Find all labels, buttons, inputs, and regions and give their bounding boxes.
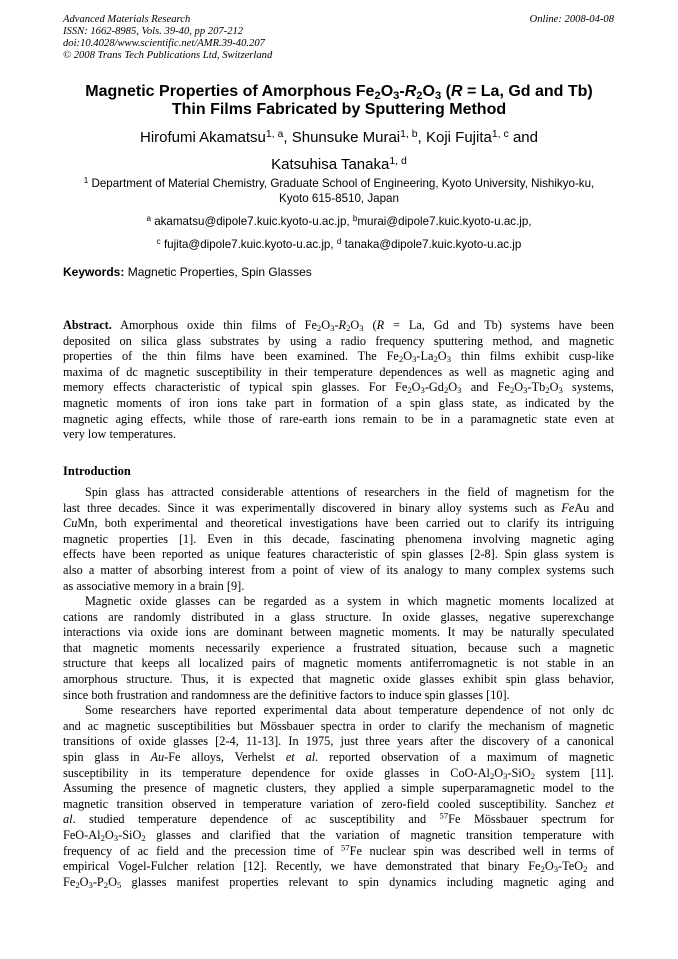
text-line: and ac magnetic susceptibilities but Mössbauer spectra in order to clarify the mechanism of magnetic <box>63 718 614 733</box>
text-line: also a matter of absorbing interest from a point of view of its analogy to many complex systems such <box>63 562 614 577</box>
issn-line: ISSN: 1662-8985, Vols. 39-40, pp 207-212 <box>63 26 244 37</box>
paragraph <box>63 594 614 703</box>
introduction-body <box>63 485 614 890</box>
text-line: last three decades. Since it was experimentally discovered in binary alloy systems such as FeAu and <box>63 500 614 515</box>
text-line: structure that keeps all localized pairs of magnetic moments antiferromagnetic is not stable in an <box>63 656 614 671</box>
text-line: $^a$ akamatsu@dipole7.kuic.kyoto-u.ac.jp, $^b$murai@dipole7.kuic.kyoto-u.ac.jp, <box>146 213 532 228</box>
paper-title <box>40 83 638 118</box>
affiliation <box>40 176 638 206</box>
text-line: maxima of dc magnetic susceptibility in their temperature dependences as well as magnetic aging and <box>63 364 614 379</box>
text-line: transitions of oxide glasses [2-4, 11-13]. In 1975, just three years after the discovery of a canonical <box>63 734 614 749</box>
text-line: Kyoto 615-8510, Japan <box>279 192 399 205</box>
doi-line: doi:10.4028/www.scientific.net/AMR.39-40.207 <box>63 38 265 49</box>
paragraph <box>63 703 614 890</box>
text-line: magnetic moments of iron ions take part in formation of a spin glass state, as indicated by the <box>63 395 614 410</box>
text-line: deposited on silica glass substrates by using a radio frequency sputtering method, and magnetic <box>63 333 614 348</box>
text-line: as associative memory in a brain [9]. <box>63 578 245 593</box>
text-line: Abstract. Amorphous oxide thin films of $Fe_2O_3-R_2O_3$ (R = La, Gd and Tb) systems have been <box>63 318 614 334</box>
online-date: Online: 2008-04-08 <box>529 14 614 25</box>
text-line: cations are randomly distributed in a glass structure. In oxide glasses, negative superexchange <box>63 609 614 624</box>
text-line: Katsuhisa Tanaka$^{1, d}$ <box>271 154 407 173</box>
text-line: magnetic aging effects, while those of rare-earth ions remain to be in a paramagnetic state even at <box>63 411 614 426</box>
text-line: very low temperatures. <box>63 427 177 442</box>
paragraph <box>63 485 614 594</box>
text-line: Assuming the presence of magnetic clusters, they applied a simple superparamagnetic model to the <box>63 781 614 796</box>
paragraph <box>63 318 614 443</box>
text-line: Magnetic Properties of Amorphous $Fe_2O_3-R_2O_3$ (R = La, Gd and Tb) <box>85 83 593 102</box>
text-line: Keywords: Magnetic Properties, Spin Glasses <box>63 265 312 279</box>
text-line: $^c$ fujita@dipole7.kuic.kyoto-u.ac.jp, $^d$ tanaka@dipole7.kuic.kyoto-u.ac.jp <box>156 236 522 251</box>
text-line: Hirofumi Akamatsu$^{1, a}$, Shunsuke Murai$^{1, b}$, Koji Fujita$^{1, c}$ and <box>140 127 538 146</box>
text-line: that magnetic moments necessarily experience a frustrated situation, because such a magnetic <box>63 640 614 655</box>
copyright-line: © 2008 Trans Tech Publications Ltd, Switzerland <box>63 50 273 61</box>
text-line: al. studied temperature dependence of ac susceptibility and $^{57}$Fe Mössbauer spectrum for <box>63 812 614 827</box>
text-line: Magnetic oxide glasses can be regarded as a system in which magnetic moments localized at <box>85 594 614 609</box>
text-line: spin glass in Au-Fe alloys, Verhelst et al. reported observation of a maximum of magnetic <box>63 750 614 764</box>
keywords <box>63 265 312 279</box>
introduction-heading: Introduction <box>63 464 131 478</box>
journal-header <box>63 14 272 62</box>
text-line: amorphous structure. Thus, it is expected that magnetic oxide glasses exhibit spin glass behavior, <box>63 672 614 687</box>
author-emails <box>40 210 638 256</box>
text-line: FeO-$Al_2O_3-SiO_2$ glasses and clarified that the variation of magnetic transition temperature with <box>63 827 614 844</box>
text-line: frequency of ac field and the precession time of $^{57}$Fe nuclear spin was described well in terms of <box>63 843 614 858</box>
text-line: CuMn, both experimental and theoretical investigations have been carried out to clarify its intriguing <box>63 516 614 531</box>
text-line: interactions via oxide ions are dominant between magnetic moments. It may be naturally speculated <box>63 625 614 640</box>
text-line: magnetic properties [1]. Even in this decade, fascinating phenomena involving magnetic aging <box>63 531 614 546</box>
journal-name: Advanced Materials Research <box>63 14 191 25</box>
text-line: since both frustration and randomness are the definitive factors to induce spin glasses [10]. <box>63 687 510 702</box>
text-line: properties of the thin films have been examined. The $Fe_2O_3-La_2O_3$ thin films exhibit cusp-like <box>63 349 614 365</box>
text-line: Spin glass has attracted considerable attentions of researchers in the field of magnetism for the <box>85 485 614 499</box>
text-line: empirical Vogel-Fulcher relation [12]. Recently, we have demonstrated that binary $Fe_2O_3-TeO_2$ and <box>63 859 614 875</box>
author-list <box>40 124 638 178</box>
text-line: Some researchers have reported experimental data about temperature dependence of not only dc <box>85 703 614 718</box>
text-line: susceptibility in its temperature dependence for oxide glasses in CoO-$Al_2O_3-SiO_2$ system [11]. <box>63 765 614 781</box>
text-line: magnetic transition observed in temperature variation of zero-field cooled susceptibility. Sanchez et <box>63 796 614 811</box>
text-line: Thin Films Fabricated by Sputtering Method <box>171 100 507 118</box>
abstract <box>63 318 614 443</box>
text-line: effects have been reported as unique features characteristic of spin glasses [2-8]. Spin glass system is <box>63 547 614 562</box>
text-line: $^1$ Department of Material Chemistry, Graduate School of Engineering, Kyoto University, Nishikyo-ku, <box>83 175 595 190</box>
text-line: $Fe_2O_3-P_2O_5$ glasses manifest properties relevant to spin dynamics including magnetic aging and <box>63 874 614 890</box>
text-line: memory effects characteristic of typical spin glasses. For $Fe_2O_3-Gd_2O_3$ and $Fe_2O_3-Tb_2O_3$ systems, <box>63 380 614 396</box>
